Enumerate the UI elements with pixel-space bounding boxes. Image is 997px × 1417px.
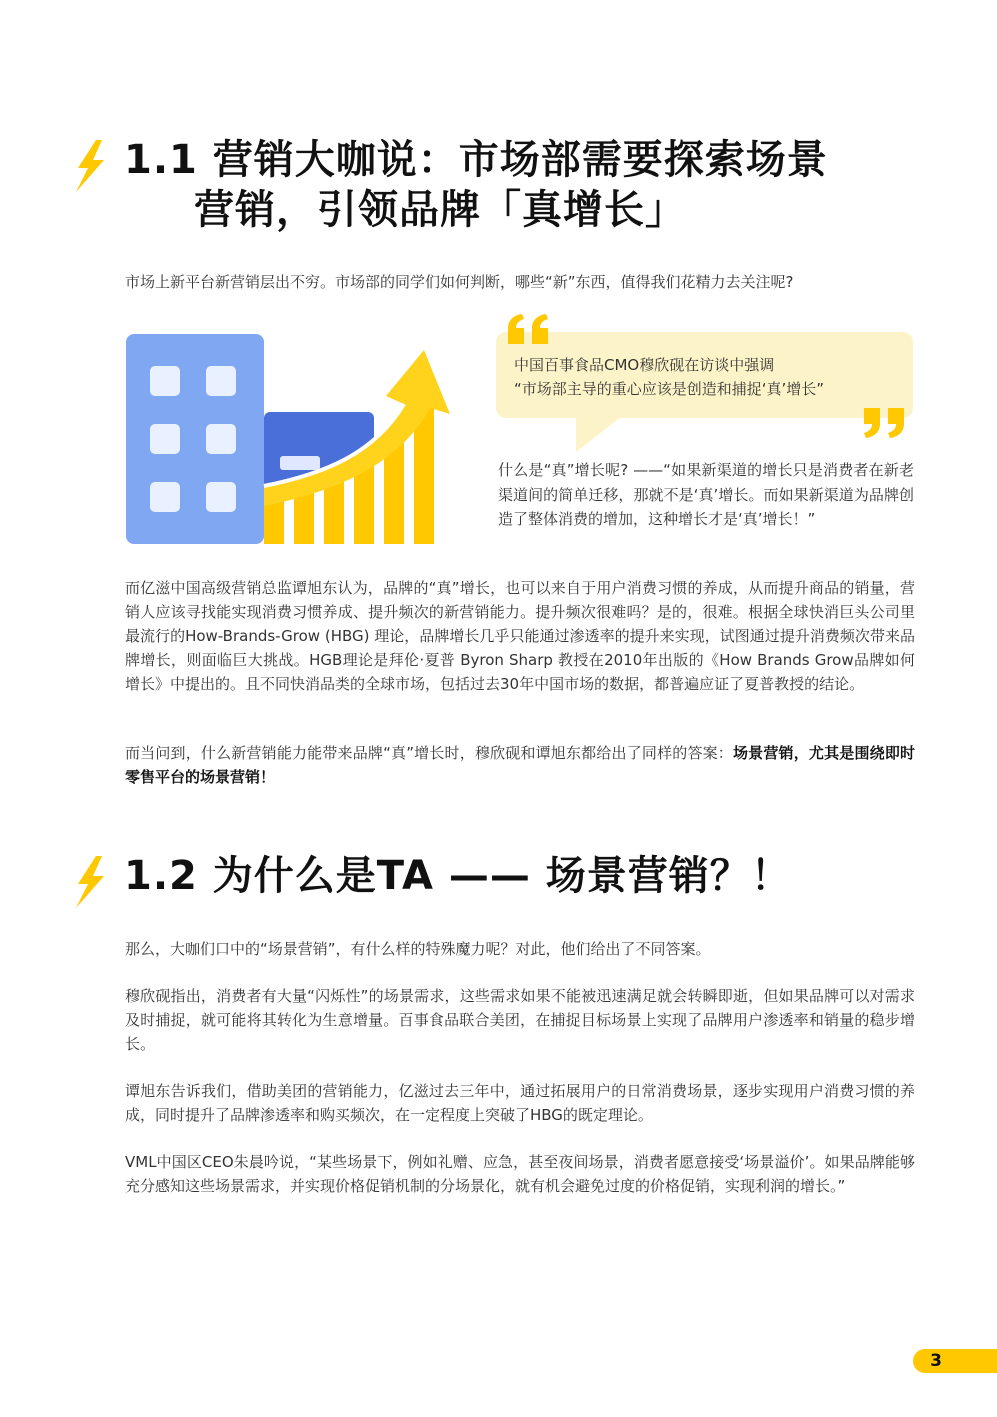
paragraph-answer-text: [125, 741, 915, 789]
real-growth-definition: 什么是“真”增长呢? ——“如果新渠道的增长只是消费者在新老渠道间的简单迁移，那就不是‘真’增长。而如果新渠道为品牌创造了整体消费的增加，这种增长才是‘真’增长！”: [498, 461, 914, 528]
paragraph-answer: [125, 741, 915, 789]
section-2-paragraph-3-text: 谭旭东告诉我们，借助美团的营销能力，亿滋过去三年中，通过拓展用户的日常消费场景，逐步实现用户消费习惯的养成，同时提升了品牌渗透率和购买频次，在一定程度上突破了HBG的既定理论。: [125, 1082, 915, 1124]
section-1-heading-line-2: 营销，引领品牌「真增长」: [194, 187, 686, 233]
quote-close-icon: [858, 408, 906, 438]
growth-illustration: [124, 334, 454, 548]
section-2-paragraph-1: [125, 937, 915, 961]
quote-text: [514, 353, 904, 401]
section-2-paragraph-3: [125, 1079, 915, 1127]
quote-line-1: 中国百事食品CMO穆欣砚在访谈中强调: [514, 356, 775, 374]
section-2-paragraph-4-text: VML中国区CEO朱晨吟说，“某些场景下，例如礼赠、应急，甚至夜间场景，消费者愿意接受‘场景溢价’。如果品牌能够充分感知这些场景需求，并实现价格促销机制的分场景化，就有机会避免过度的价格促销，实现利润的增长。”: [125, 1153, 915, 1195]
section-2-paragraph-2-text: 穆欣砚指出，消费者有大量“闪烁性”的场景需求，这些需求如果不能被迅速满足就会转瞬即逝，但如果品牌可以对需求及时捕捉，就可能将其转化为生意增量。百事食品联合美团，在捕捉目标场景上实现了品牌用户渗透率和销量的稳步增长。: [125, 987, 915, 1053]
quote-bubble-tail: [576, 416, 622, 452]
paragraph-hbg-theory: [125, 576, 915, 696]
page-number: 3: [930, 1351, 942, 1371]
page-number-badge: [913, 1349, 997, 1373]
answer-plain: 而当问到，什么新营销能力能带来品牌“真”增长时，穆欣砚和谭旭东都给出了同样的答案：: [125, 744, 733, 762]
section-2-paragraph-2: [125, 984, 915, 1056]
lightning-bolt-icon: [72, 856, 108, 908]
paragraph-hbg-text: 而亿滋中国高级营销总监谭旭东认为，品牌的“真”增长，也可以来自于用户消费习惯的养成，从而提升商品的销量，营销人应该寻找能实现消费习惯养成、提升频次的新营销能力。提升频次很难吗？是的，很难。根据全球快消巨头公司里最流行的How-Brands-Grow (HBG) 理论，品牌增长几乎只能通过渗透率的提升来实现，试图通过提升消费频次带来品牌增长，则面临巨大挑战。HGB理论是拜伦·夏普 Byron Sharp 教授在2010年出版的《How Brands Grow品牌如何增长》中提出的。且不同快消品类的全球市场，包括过去30年中国市场的数据，都普遍应证了夏普教授的结论。: [125, 579, 915, 693]
answer-bold: 场景营销，尤其是围绕即时零售平台的场景营销！: [125, 744, 915, 786]
intro-text: 市场上新平台新营销层出不穷。市场部的同学们如何判断，哪些“新”东西，值得我们花精力去关注呢?: [125, 273, 794, 291]
section-2-paragraph-1-text: 那么，大咖们口中的“场景营销”，有什么样的特殊魔力呢？对此，他们给出了不同答案。: [125, 940, 711, 958]
section-1-heading-line-1: 1.1 营销大咖说：市场部需要探索场景: [124, 137, 828, 183]
quote-line-2: “市场部主导的重心应该是创造和捕捉‘真’增长”: [514, 380, 825, 398]
quote-open-icon: [506, 314, 554, 344]
lightning-bolt-icon: [72, 140, 108, 192]
section-2-heading: 1.2 为什么是TA —— 场景营销？！: [124, 853, 792, 899]
intro-paragraph: [125, 270, 915, 294]
section-2-paragraph-4: [125, 1150, 915, 1198]
